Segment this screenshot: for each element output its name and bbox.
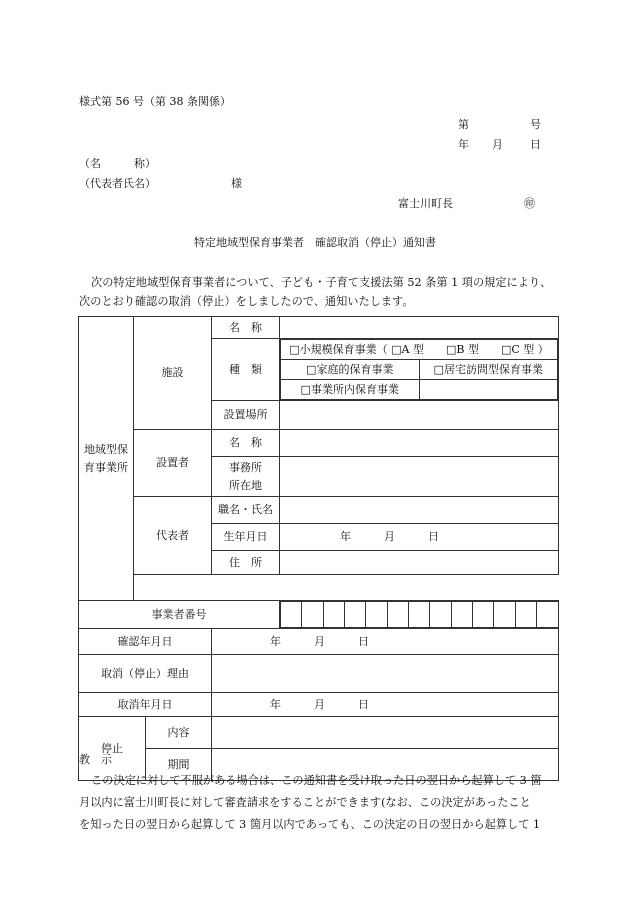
digit-box[interactable] bbox=[451, 602, 472, 628]
type-small-scale[interactable]: □小規模保育事業（ □A 型 □B 型 □C 型 ） bbox=[281, 340, 558, 360]
facility-type-label: 種 類 bbox=[212, 339, 280, 401]
category-label: 地域型保育事業所 bbox=[84, 442, 128, 474]
cancellation-form-table bbox=[78, 316, 559, 781]
operator-number-label: 事業者番号 bbox=[79, 601, 280, 629]
date-year: 年 bbox=[458, 138, 469, 151]
cancel-date-label: 取消年月日 bbox=[79, 693, 212, 717]
issuer-name: 富士川町長 bbox=[398, 197, 453, 210]
representative-label: 代表者 bbox=[134, 497, 212, 575]
stop-content-label: 内容 bbox=[146, 717, 212, 749]
founder-label: 設置者 bbox=[134, 430, 212, 497]
rep-address-label: 住 所 bbox=[212, 551, 280, 575]
digit-box[interactable] bbox=[387, 602, 408, 628]
facility-location-value[interactable] bbox=[280, 401, 559, 430]
doc-number-prefix: 第 bbox=[458, 118, 469, 131]
office-label-line1: 事務所 bbox=[229, 460, 262, 474]
stop-period-label: 期間 bbox=[146, 749, 212, 781]
birth-year: 年 bbox=[340, 530, 351, 543]
type-empty bbox=[419, 380, 558, 400]
facility-name-value[interactable] bbox=[280, 317, 559, 339]
cancel-date-value[interactable] bbox=[212, 693, 559, 717]
intro-line-1: 次の特定地域型保育事業者について、子ども・子育て支援法第 52 条第 1 項の規定により、 bbox=[91, 276, 552, 289]
founder-name-value[interactable] bbox=[280, 430, 559, 457]
category-cell bbox=[79, 317, 134, 601]
type-family[interactable]: □家庭的保育事業 bbox=[281, 360, 420, 380]
cancel-year: 年 bbox=[270, 697, 281, 711]
digit-box[interactable] bbox=[345, 602, 366, 628]
honorific-sama: 様 bbox=[231, 177, 242, 190]
intro-line-2: 次のとおり確認の取消（停止）をしましたので、通知いたします。 bbox=[79, 295, 414, 308]
confirm-year: 年 bbox=[270, 634, 281, 648]
instruction-heading: 教 示 bbox=[79, 753, 112, 766]
facility-type-options bbox=[280, 339, 559, 401]
operator-number-digits[interactable] bbox=[280, 601, 559, 629]
office-label-line2: 所在地 bbox=[229, 478, 262, 492]
date-day: 日 bbox=[530, 138, 541, 151]
rep-title-name-value[interactable] bbox=[280, 497, 559, 524]
type-workplace[interactable]: □事業所内保育事業 bbox=[281, 380, 420, 400]
digit-box[interactable] bbox=[366, 602, 387, 628]
reason-value[interactable] bbox=[212, 655, 559, 693]
digit-box[interactable] bbox=[537, 602, 558, 628]
facility-label: 施設 bbox=[134, 317, 212, 430]
confirm-month: 月 bbox=[314, 634, 325, 648]
digit-box[interactable] bbox=[494, 602, 515, 628]
founder-name-label: 名 称 bbox=[212, 430, 280, 457]
confirm-date-label: 確認年月日 bbox=[79, 629, 212, 655]
cancel-month: 月 bbox=[314, 697, 325, 711]
stop-content-value[interactable] bbox=[212, 717, 559, 749]
document-title: 特定地域型保育事業者 確認取消（停止）通知書 bbox=[194, 236, 436, 249]
instruction-line-3: を知った日の翌日から起算して 3 箇月以内であっても、この決定の日の翌日から起算して 1 bbox=[79, 818, 541, 831]
recipient-name-label: （名 称） bbox=[79, 157, 156, 170]
doc-number-suffix: 号 bbox=[530, 118, 541, 131]
cancel-day: 日 bbox=[358, 697, 369, 711]
birth-day: 日 bbox=[428, 530, 439, 543]
type-home-visit[interactable]: □居宅訪問型保育事業 bbox=[419, 360, 558, 380]
facility-name-label: 名 称 bbox=[212, 317, 280, 339]
digit-box[interactable] bbox=[302, 602, 323, 628]
digit-box[interactable] bbox=[323, 602, 344, 628]
facility-location-label: 設置場所 bbox=[212, 401, 280, 430]
digit-box[interactable] bbox=[473, 602, 494, 628]
digit-box[interactable] bbox=[515, 602, 536, 628]
birth-month: 月 bbox=[384, 530, 395, 543]
date-month: 月 bbox=[492, 138, 503, 151]
form-number: 様式第 56 号（第 38 条関係） bbox=[79, 95, 231, 108]
digit-box[interactable] bbox=[281, 602, 302, 628]
rep-address-value[interactable] bbox=[280, 551, 559, 575]
recipient-rep-label: （代表者氏名） bbox=[79, 177, 156, 190]
digit-box[interactable] bbox=[430, 602, 451, 628]
instruction-line-2: 月以内に富士川町長に対して審査請求をすることができます(なお、この決定があったこと bbox=[79, 796, 531, 809]
founder-office-label bbox=[212, 457, 280, 497]
seal-mark: ㊞ bbox=[524, 197, 535, 210]
rep-birth-label: 生年月日 bbox=[212, 524, 280, 551]
founder-office-value[interactable] bbox=[280, 457, 559, 497]
rep-title-name-label: 職名・氏名 bbox=[212, 497, 280, 524]
stop-label: 停止 bbox=[79, 717, 146, 781]
reason-label: 取消（停止）理由 bbox=[79, 655, 212, 693]
confirm-day: 日 bbox=[358, 634, 369, 648]
rep-birth-value[interactable] bbox=[280, 524, 559, 551]
instruction-line-1: この決定に対して不服がある場合は、この通知書を受け取った日の翌日から起算して 3 箇 bbox=[91, 774, 542, 787]
confirm-date-value[interactable] bbox=[212, 629, 559, 655]
digit-box[interactable] bbox=[409, 602, 430, 628]
